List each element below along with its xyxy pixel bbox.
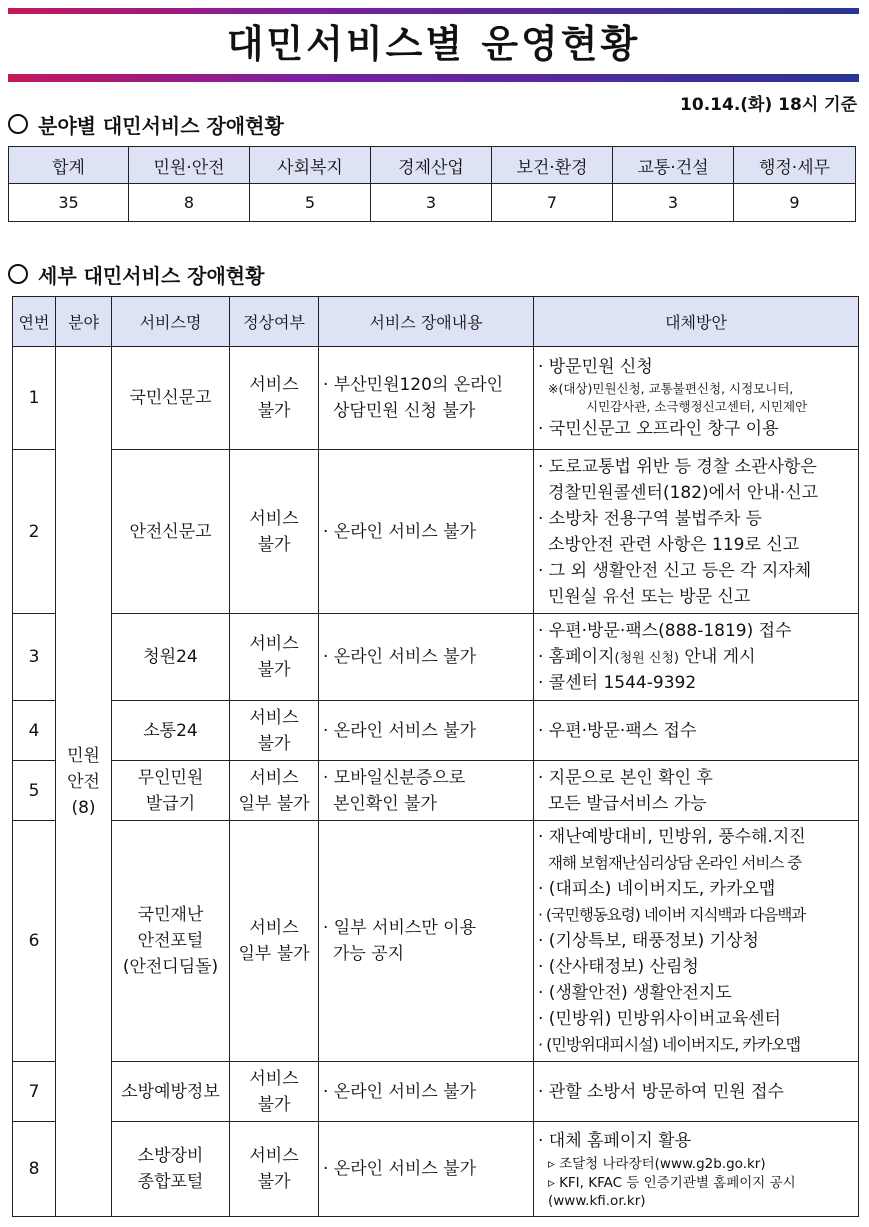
- section-title-summary: [8, 110, 284, 139]
- table-row: [13, 347, 859, 450]
- status-line: 불가: [257, 401, 291, 421]
- alt-line: · 국민신문고 오프라인 창구 이용: [538, 419, 779, 439]
- status-line: 서비스: [249, 375, 299, 395]
- service-name: [112, 450, 230, 614]
- row-number: 5: [13, 761, 56, 821]
- alt-line: · 콜센터 1544-9392: [538, 673, 697, 693]
- service-status: [230, 450, 319, 614]
- service-status: [230, 614, 319, 701]
- alt-line: · 우편·방문·팩스 접수: [538, 720, 697, 741]
- summary-header-row: [9, 147, 856, 184]
- alt-line: · 도로교통법 위반 등 경찰 소관사항은: [538, 456, 817, 477]
- alt-line: · 그 외 생활안전 신고 등은 각 지자체: [538, 560, 812, 581]
- status-line: 서비스: [249, 1068, 299, 1089]
- issue-line: · 온라인 서비스 불가: [323, 1159, 476, 1179]
- service-status: [230, 821, 319, 1062]
- row-number: 6: [13, 821, 56, 1062]
- alt-line: · (대피소) 네이버지도, 카카오맵: [538, 879, 776, 899]
- summary-value-cell: 7: [492, 184, 613, 222]
- service-name-line: 종합포털: [137, 1172, 204, 1192]
- issue-line: 상담민원 신청 불가: [333, 401, 476, 421]
- alternative-plan: [534, 1062, 859, 1122]
- alt-line: 모든 발급서비스 가능: [548, 793, 707, 814]
- summary-value-cell: 3: [371, 184, 492, 222]
- detail-header-row: [13, 297, 859, 347]
- status-line: 불가: [257, 1172, 291, 1192]
- status-line: 불가: [257, 1094, 291, 1115]
- status-line: 서비스: [249, 634, 299, 654]
- summary-table: [8, 146, 856, 222]
- detail-table: [12, 296, 859, 1217]
- alternative-plan: [534, 761, 859, 821]
- alt-link-line: ▹ 조달청 나라장터(www.g2b.go.kr): [548, 1156, 766, 1172]
- alt-line: · (생활안전) 생활안전지도: [538, 983, 732, 1003]
- row-number: 1: [13, 347, 56, 450]
- issue-description: [319, 1122, 534, 1217]
- service-name-line: 청원24: [143, 647, 198, 667]
- alt-line: 민원실 유선 또는 방문 신고: [548, 586, 751, 607]
- issue-line: 가능 공지: [333, 944, 405, 964]
- service-name: [112, 1062, 230, 1122]
- alt-note-line: 시민감사관, 소극행정신고센터, 시민제안: [586, 399, 808, 414]
- status-line: 불가: [257, 660, 291, 680]
- summary-value-cell: 9: [734, 184, 856, 222]
- detail-header-cell: 분야: [56, 297, 112, 347]
- issue-description: [319, 614, 534, 701]
- table-row: [13, 450, 859, 614]
- issue-description: [319, 347, 534, 450]
- service-name: [112, 761, 230, 821]
- alt-line: · 우편·방문·팩스(888-1819) 접수: [538, 621, 792, 641]
- row-number: 8: [13, 1122, 56, 1217]
- table-row: [13, 761, 859, 821]
- category-cell: [56, 347, 112, 1217]
- issue-line: · 온라인 서비스 불가: [323, 720, 476, 741]
- category-line: 안전: [67, 771, 100, 792]
- summary-header-cell: 합계: [9, 147, 129, 184]
- issue-description: [319, 450, 534, 614]
- section-title-summary-text: 분야별 대민서비스 장애현황: [38, 114, 284, 138]
- service-name-line: 안전포털: [137, 931, 204, 951]
- section-title-detail-text: 세부 대민서비스 장애현황: [38, 264, 265, 288]
- issue-line: · 부산민원120의 온라인: [323, 375, 504, 395]
- service-name: [112, 701, 230, 761]
- alt-note-line: ※(대상)민원신청, 교통불편신청, 시정모니터,: [548, 381, 794, 396]
- table-row: [13, 1122, 859, 1217]
- summary-value-cell: 35: [9, 184, 129, 222]
- service-name-line: 안전신문고: [129, 521, 212, 542]
- service-name: [112, 347, 230, 450]
- summary-header-cell: 교통·건설: [613, 147, 734, 184]
- page-title: 대민서비스별 운영현황: [226, 22, 641, 66]
- alt-line: [538, 644, 858, 670]
- summary-value-cell: 5: [250, 184, 371, 222]
- alt-line: 소방안전 관련 사항은 119로 신고: [548, 534, 800, 555]
- detail-header-cell: 정상여부: [230, 297, 319, 347]
- issue-line: · 온라인 서비스 불가: [323, 1081, 476, 1102]
- summary-header-cell: 행정·세무: [734, 147, 856, 184]
- circle-bullet-icon: [8, 264, 28, 284]
- alternative-plan: [534, 821, 859, 1062]
- service-name-line: 발급기: [145, 793, 196, 814]
- service-status: [230, 761, 319, 821]
- alt-line: · (기상특보, 태풍정보) 기상청: [538, 931, 759, 951]
- alt-line: · 방문민원 신청: [538, 357, 653, 377]
- service-name-line: 소방장비: [137, 1146, 204, 1166]
- status-line: 불가: [257, 534, 291, 555]
- circle-bullet-icon: [8, 114, 28, 134]
- summary-header-cell: 경제산업: [371, 147, 492, 184]
- status-line: 서비스: [249, 767, 299, 788]
- summary-header-cell: 사회복지: [250, 147, 371, 184]
- summary-value-row: [9, 184, 856, 222]
- alt-line: · 지문으로 본인 확인 후: [538, 767, 713, 788]
- row-number: 7: [13, 1062, 56, 1122]
- category-line: 민원: [67, 745, 100, 766]
- alt-line: 재해 보험재난심리상담 온라인 서비스 중: [548, 854, 802, 872]
- issue-description: [319, 701, 534, 761]
- table-row: [13, 821, 859, 1062]
- issue-line: · 모바일신분증으로: [323, 767, 466, 788]
- alt-line: · (민방위) 민방위사이버교육센터: [538, 1009, 781, 1029]
- status-line: 서비스: [249, 918, 299, 938]
- issue-line: · 일부 서비스만 이용: [323, 918, 476, 938]
- alternative-plan: [534, 347, 859, 450]
- issue-line: · 온라인 서비스 불가: [323, 647, 476, 667]
- alt-link-line: ▹ KFI, KFAC 등 인증기관별 홈페이지 공시: [548, 1175, 796, 1191]
- status-line: 일부 불가: [238, 944, 310, 964]
- detail-header-cell: 서비스 장애내용: [319, 297, 534, 347]
- table-row: [13, 701, 859, 761]
- alt-line: · 재난예방대비, 민방위, 풍수해.지진: [538, 827, 806, 847]
- status-line: 불가: [257, 733, 291, 754]
- status-line: 일부 불가: [238, 793, 310, 814]
- service-name: [112, 614, 230, 701]
- detail-header-cell: 연번: [13, 297, 56, 347]
- alt-line: · 관할 소방서 방문하여 민원 접수: [538, 1081, 784, 1102]
- row-number: 2: [13, 450, 56, 614]
- service-status: [230, 1122, 319, 1217]
- alt-text: 안내 게시: [684, 647, 756, 667]
- service-name-line: 무인민원: [137, 767, 204, 788]
- issue-line: 본인확인 불가: [333, 793, 437, 814]
- table-row: [13, 614, 859, 701]
- service-name: [112, 821, 230, 1062]
- row-number: 3: [13, 614, 56, 701]
- service-name-line: 소방예방정보: [121, 1081, 220, 1102]
- service-status: [230, 347, 319, 450]
- alt-line: · 대체 홈페이지 활용: [538, 1131, 691, 1151]
- summary-value-cell: 8: [129, 184, 250, 222]
- section-title-detail: [8, 260, 264, 289]
- alternative-plan: [534, 1122, 859, 1217]
- service-name-line: 국민재난: [137, 905, 204, 925]
- table-row: [13, 1062, 859, 1122]
- issue-description: [319, 1062, 534, 1122]
- alt-line: · (국민행동요령) 네이버 지식백과 다음백과: [538, 906, 806, 924]
- row-number: 4: [13, 701, 56, 761]
- alternative-plan: [534, 450, 859, 614]
- summary-value-cell: 3: [613, 184, 734, 222]
- issue-line: · 온라인 서비스 불가: [323, 521, 476, 542]
- alt-line: · (민방위대피시설) 네이버지도, 카카오맵: [538, 1035, 801, 1054]
- alt-link-line: (www.kfi.or.kr): [548, 1193, 646, 1209]
- detail-header-cell: 서비스명: [112, 297, 230, 347]
- summary-header-cell: 민원·안전: [129, 147, 250, 184]
- service-status: [230, 701, 319, 761]
- alt-text: · 홈페이지: [538, 647, 615, 667]
- alt-line: · 소방차 전용구역 불법주차 등: [538, 508, 763, 529]
- reference-date: 10.14.(화) 18시 기준: [680, 95, 857, 115]
- alternative-plan: [534, 614, 859, 701]
- detail-header-cell: 대체방안: [534, 297, 859, 347]
- summary-header-cell: 보건·환경: [492, 147, 613, 184]
- service-name-line: (안전디딤돌): [122, 957, 219, 977]
- category-line: (8): [71, 797, 96, 818]
- service-status: [230, 1062, 319, 1122]
- alt-note: (청원 신청): [614, 651, 680, 666]
- status-line: 서비스: [249, 1146, 299, 1166]
- issue-description: [319, 821, 534, 1062]
- issue-description: [319, 761, 534, 821]
- status-line: 서비스: [249, 707, 299, 728]
- service-name-line: 소통24: [143, 720, 198, 741]
- alternative-plan: [534, 701, 859, 761]
- title-bottom-bar: [8, 74, 859, 82]
- alt-line: 경찰민원콜센터(182)에서 안내·신고: [548, 482, 819, 503]
- service-name-line: 국민신문고: [129, 388, 212, 408]
- alt-line: · (산사태정보) 산림청: [538, 957, 699, 977]
- service-name: [112, 1122, 230, 1217]
- status-line: 서비스: [249, 508, 299, 529]
